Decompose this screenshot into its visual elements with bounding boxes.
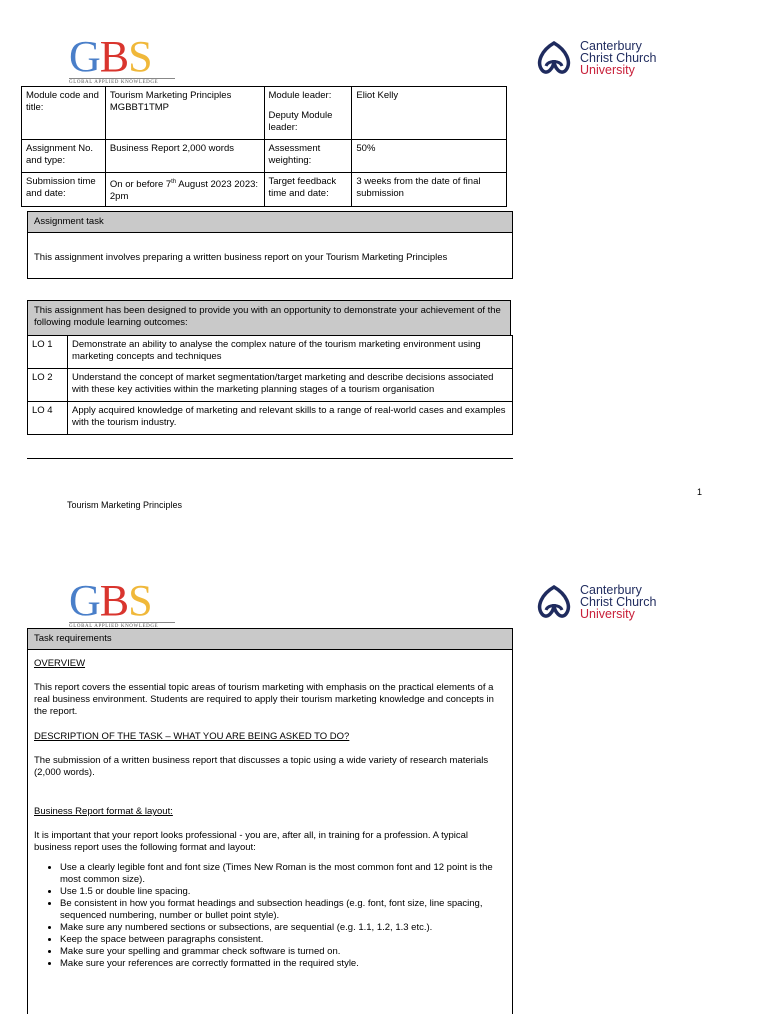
list-item: • Make sure any numbered sections or subsections, are sequential (e.g. 1.1, 1.2, 1.3 etc.). (60, 922, 506, 934)
module-info-table (21, 86, 507, 207)
overview-title-text: OVERVIEW (34, 658, 86, 669)
description-title-text: DESCRIPTION OF THE TASK – WHAT YOU ARE BEING ASKED TO DO? (34, 731, 350, 742)
module-code-value: Tourism Marketing Principles MGBBT1TMP (105, 87, 264, 140)
target-feedback-value: 3 weeks from the date of final submission (352, 173, 507, 207)
cccu-logo-line3: University (580, 63, 635, 77)
format-title (34, 806, 506, 818)
gbs-logo (69, 576, 175, 629)
submission-date-pre: On or before 7 (109, 179, 172, 191)
list-item: • Keep the space between paragraphs consistent. (60, 934, 506, 946)
assignment-type-label: Assignment No. and type: (22, 140, 106, 173)
table-row (28, 336, 513, 369)
cccu-logo-line3: University (580, 607, 635, 621)
lo-text: Demonstrate an ability to analyse the complex nature of the tourism marketing environment using marketing concepts and techniques (68, 336, 513, 369)
learning-outcomes-table (27, 335, 513, 435)
module-code-label: Module code and title: (22, 87, 106, 140)
cccu-logo (534, 584, 656, 620)
assignment-task-text: This assignment involves preparing a written business report on your Tourism Marketing Principles (34, 252, 448, 263)
cccu-emblem-icon (534, 40, 574, 76)
task-requirements-heading: Task requirements (28, 629, 512, 650)
assignment-task-box (27, 211, 513, 279)
footer-text: Tourism Marketing Principles (67, 500, 183, 510)
list-item: • Use 1.5 or double line spacing. (60, 886, 506, 898)
learning-outcomes-heading: This assignment has been designed to provide you with an opportunity to demonstrate your achievement of the following module learning outcomes: (27, 300, 511, 335)
assignment-task-heading: Assignment task (28, 212, 512, 233)
cccu-logo-line1: Canterbury (580, 583, 642, 597)
module-leader-label (264, 87, 352, 140)
assignment-type-value: Business Report 2,000 words (105, 140, 264, 173)
gbs-logo-letter-g: G (69, 32, 100, 81)
list-item: • Be consistent in how you format headings and subsection headings (e.g. font, font size, line spacing, sequenced numbering, number or bullet point style). (60, 898, 506, 922)
learning-outcomes-box (27, 300, 511, 435)
cccu-logo-line2: Christ Church (580, 595, 657, 609)
format-title-text: Business Report format & layout: (34, 806, 173, 817)
task-requirements-box (27, 628, 513, 1014)
deputy-module-leader-label: Deputy Module leader: (268, 110, 333, 133)
list-item: • Make sure your spelling and grammar check software is turned on. (60, 946, 506, 958)
assessment-weighting-label: Assessment weighting: (264, 140, 352, 173)
module-leader-label-text: Module leader: (268, 90, 332, 101)
page-number: 1 (697, 487, 703, 497)
submission-date-sup: th (171, 179, 177, 185)
gbs-logo-letter-s: S (128, 32, 152, 81)
lo-text: Apply acquired knowledge of marketing and relevant skills to a range of real-world cases and examples with the tourism industry. (68, 402, 513, 435)
lo-text: Understand the concept of market segmentation/target marketing and describe decisions associated with these key activities within the marketing planning stages of a tourism organisation (68, 369, 513, 402)
submission-date-post: August 2023 2023: 2pm (109, 179, 259, 203)
description-text: The submission of a written business report that discusses a topic using a wide variety of research materials (2,000 words). (34, 755, 489, 778)
target-feedback-label: Target feedback time and date: (264, 173, 352, 207)
table-row (22, 87, 507, 140)
module-leader-value: Eliot Kelly (352, 87, 507, 140)
cccu-logo-line2: Christ Church (580, 51, 657, 65)
cccu-emblem-icon (534, 584, 574, 620)
list-item: • Make sure your references are correctly formatted in the required style. (60, 958, 506, 970)
cccu-logo (534, 40, 656, 76)
gbs-logo-letter-s: S (128, 576, 152, 625)
gbs-logo-letter-b: B (99, 32, 129, 81)
gbs-logo-tagline: GLOBAL APPLIED KNOWLEDGE (69, 78, 175, 85)
format-intro: It is important that your report looks professional - you are, after all, in training for a profession. A typical business report uses the following format and layout: (34, 830, 469, 853)
lo-code: LO 2 (28, 369, 68, 402)
gbs-logo-letter-g: G (69, 576, 100, 625)
gbs-logo-letter-b: B (99, 576, 129, 625)
cccu-logo-line1: Canterbury (580, 39, 642, 53)
table-row (22, 173, 507, 207)
table-row (28, 369, 513, 402)
gbs-logo-tagline: GLOBAL APPLIED KNOWLEDGE (69, 622, 175, 629)
submission-date-value (105, 173, 264, 207)
lo-code: LO 1 (28, 336, 68, 369)
gbs-logo (69, 32, 175, 85)
table-row (28, 402, 513, 435)
submission-date-label: Submission time and date: (22, 173, 106, 207)
overview-text: This report covers the essential topic areas of tourism marketing with emphasis on the practical elements of a real business environment. Students are required to apply their tourism marketing knowledge and concepts in the report. (34, 682, 494, 717)
format-bullet-list (34, 862, 506, 970)
table-row (22, 140, 507, 173)
lo-code: LO 4 (28, 402, 68, 435)
footer-divider (27, 458, 513, 459)
description-title (34, 731, 506, 743)
overview-title (34, 658, 506, 670)
assessment-weighting-value: 50% (352, 140, 507, 173)
list-item: • Use a clearly legible font and font size (Times New Roman is the most common font and 12 point is the most common size). (60, 862, 506, 886)
